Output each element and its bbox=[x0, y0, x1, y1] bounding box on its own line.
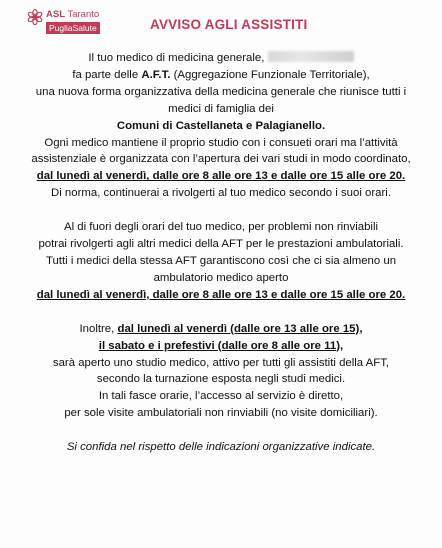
closing-note: Si confida nel rispetto delle indicazioni organizzative indicate. bbox=[66, 441, 376, 454]
p2-line2: potrai rivolgerti agli altri medici della AFT per le prestazioni ambulatoriali. bbox=[38, 238, 404, 251]
p3-line5: In tali fasce orarie, l’accesso al servizio è diretto, bbox=[98, 390, 344, 403]
redacted-doctor-name bbox=[268, 51, 354, 62]
logo-brand-label: PugliaSalute bbox=[46, 22, 100, 34]
p1-line4: medici di famiglia dei bbox=[168, 102, 274, 115]
p2-line4: ambulatorio medico aperto bbox=[153, 271, 289, 284]
p1-line6: Ogni medico mantiene il proprio studio con i consueti orari ma l’attività bbox=[44, 136, 398, 149]
p3-line6: per sole visite ambulatoriali non rinviabili (no visite domiciliari). bbox=[64, 407, 378, 420]
weekday-hours-line: dal lunedì al venerdì, dalle ore 8 alle ore 13 e dalle ore 15 alle ore 20. bbox=[36, 170, 406, 183]
p1-line2: fa parte delle A.F.T. (Aggregazione Funzionale Territoriale), bbox=[72, 68, 370, 81]
p3-line2: il sabato e i prefestivi (dalle ore 8 alle ore 11), bbox=[98, 339, 344, 352]
p2-line1: Al di fuori degli orari del tuo medico, per problemi non rinviabili bbox=[63, 221, 379, 234]
flower-icon bbox=[26, 8, 44, 26]
p3-line3: sarà aperto uno studio medico, attivo per tutti gli assistiti della AFT, bbox=[52, 356, 390, 369]
p3-line1: Inoltre, dal lunedì al venerdì (dalle ore 13 alle ore 15), bbox=[79, 322, 363, 335]
municipalities-line: Comuni di Castellaneta e Palagianello. bbox=[116, 119, 326, 132]
p2-line3: Tutti i medici della stessa AFT garantiscono così che ci sia almeno un bbox=[45, 254, 397, 267]
notice-body bbox=[0, 50, 442, 456]
p1-line1: Il tuo medico di medicina generale, bbox=[0, 50, 442, 67]
p1-line9: Di norma, continuerai a rivolgerti al tuo medico secondo i suoi orari. bbox=[51, 187, 391, 200]
p1-line3: una nuova forma organizzativa della medicina generale che riunisce tutti i bbox=[35, 85, 407, 98]
afh-hours-line: dal lunedì al venerdì, dalle ore 8 alle ore 13 e dalle ore 15 alle ore 20. bbox=[36, 288, 406, 301]
asl-logo bbox=[26, 8, 98, 38]
p1-line7: assistenziale è organizzata con l’apertura dei vari studi in modo coordinato, bbox=[31, 153, 411, 166]
page-title: AVVISO AGLI ASSISTITI bbox=[150, 17, 308, 32]
p3-line4: secondo la turnazione esposta negli studi medici. bbox=[96, 373, 346, 386]
logo-org-name: ASL Taranto bbox=[46, 9, 100, 20]
